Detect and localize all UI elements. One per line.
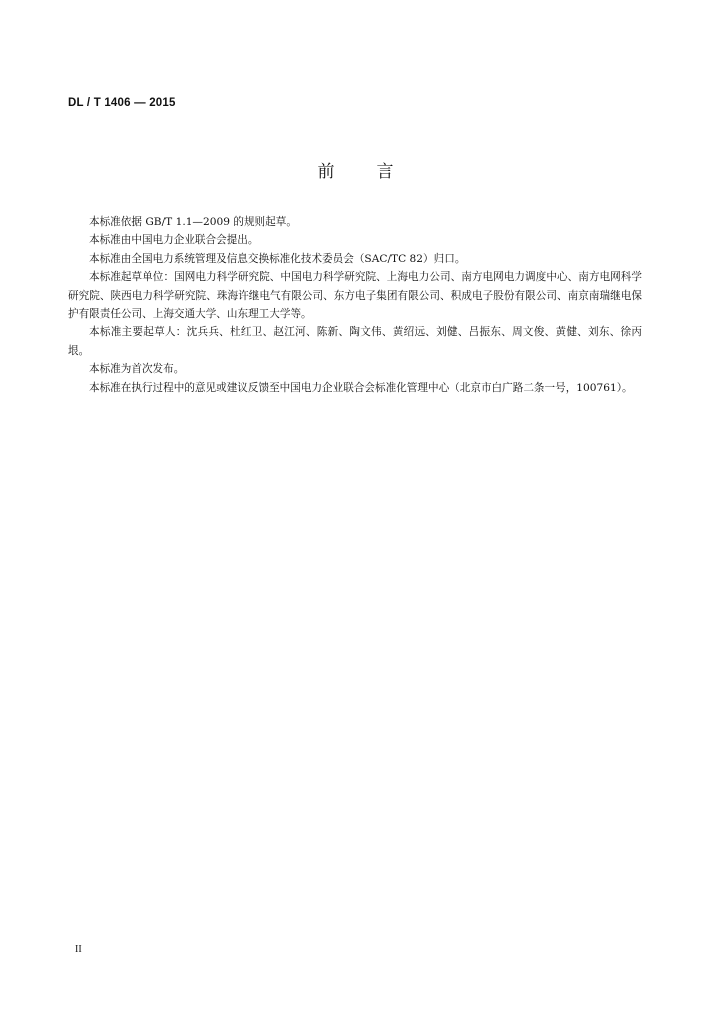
paragraph-first-release: 本标准为首次发布。 <box>89 363 185 376</box>
page-number: II <box>75 944 82 955</box>
paragraph-committee: 本标准由全国电力系统管理及信息交换标准化技术委员会（SAC/TC 82）归口。 <box>89 252 466 265</box>
paragraph-proposer: 本标准由中国电力企业联合会提出。 <box>89 234 259 247</box>
paragraph-drafters: 本标准主要起草人：沈兵兵、杜红卫、赵江河、陈新、陶文伟、黄绍远、刘健、吕振东、周文俊、黄健、刘东、徐丙垠。 <box>68 326 642 357</box>
preface-body <box>68 213 642 397</box>
paragraph-feedback: 本标准在执行过程中的意见或建议反馈至中国电力企业联合会标准化管理中心（北京市白广路二条一号，100761）。 <box>89 381 633 394</box>
standard-code: DL / T 1406 — 2015 <box>68 97 176 109</box>
paragraph-drafting-units: 本标准起草单位：国网电力科学研究院、中国电力科学研究院、上海电力公司、南方电网电力调度中心、南方电网科学研究院、陕西电力科学研究院、珠海许继电气有限公司、东方电子集团有限公司、积成电子股份有限公司、南京南瑞继电保护有限责任公司、上海交通大学、山东理工大学等。 <box>68 271 642 321</box>
paragraph-drafting-rules: 本标准依据 GB/T 1.1—2009 的规则起草。 <box>89 216 297 228</box>
page-title: 前言 <box>317 162 436 182</box>
